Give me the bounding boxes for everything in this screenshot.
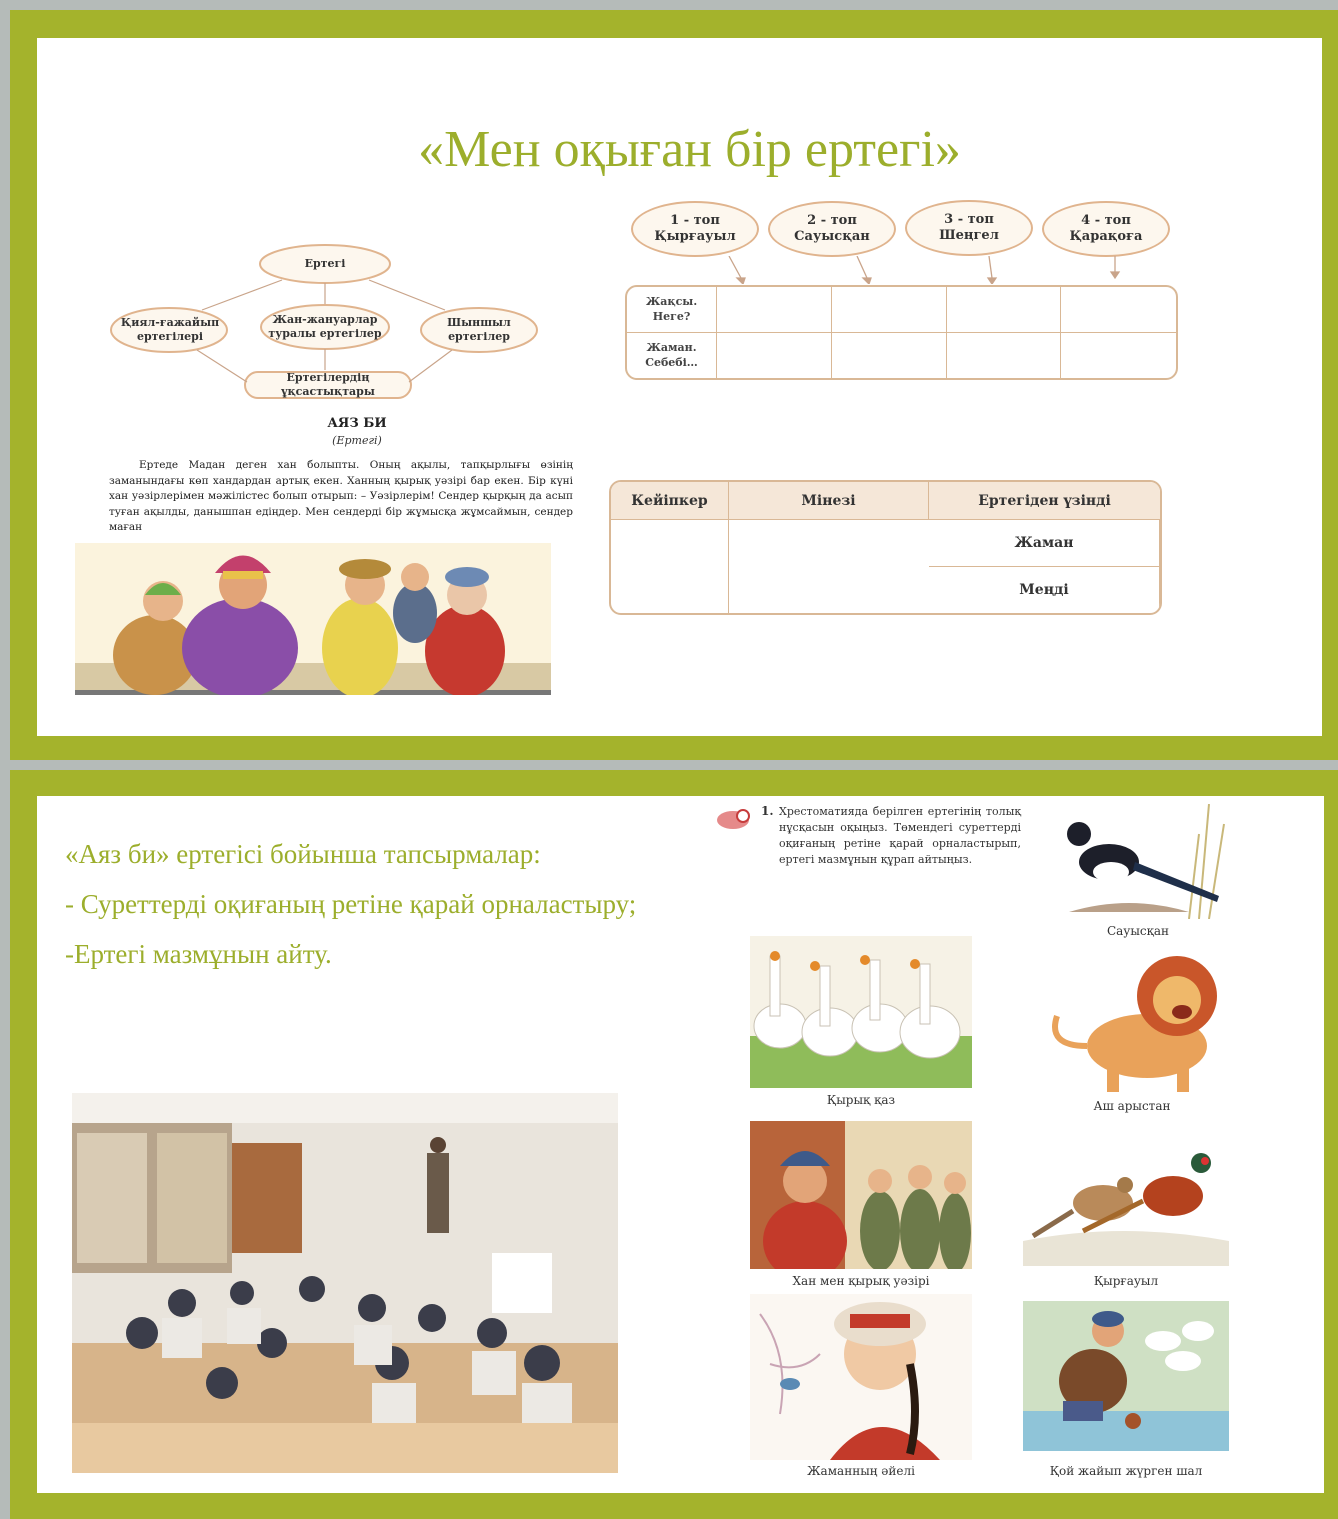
shepherd-picture <box>1023 1301 1229 1451</box>
classroom-photo <box>72 1093 618 1473</box>
table1-row1-label: Жақсы. Неге? <box>627 287 717 333</box>
khan-council-picture <box>750 1121 972 1269</box>
table2-excerpt-cell[interactable] <box>729 520 929 613</box>
table1-cell[interactable] <box>1061 333 1176 379</box>
task-heading: «Аяз би» ертегісі бойынша тапсырмалар: <box>65 839 541 869</box>
caption-wife: Жаманның әйелі <box>807 1464 915 1478</box>
wife-picture <box>750 1294 972 1460</box>
story-subtitle: (Ертегі) <box>332 434 382 447</box>
story-text: Ертеде Мадан деген хан болыпты. Оның ақылы, тапқырлығы өзінің заманындағы көп хандардан артық екен. Ханның қырық уәзірі бар екен. Бір күні хан уәзірлерімен мәжілістес болып отырып: – Уәзірлерім! Сендер қырқың да асып туған ақылды, данышпан едіңдер. Мен сендерді бір жұмысқа жұмсаймын, сендер маған <box>109 459 573 533</box>
group-3-oval <box>905 200 1033 256</box>
character-table <box>609 480 1162 615</box>
group-2-oval <box>768 201 896 257</box>
slide-2 <box>10 770 1338 1519</box>
group-3-number: 3 - топ <box>944 212 994 227</box>
exercise-text: Хрестоматияда берілген ертегінің толық нұсқасын оқыңыз. Төмендегі суреттерді оқиғаның ретіне қарай орналастырып, ертегі мазмұнын құрап айтыңыз. <box>779 805 1021 866</box>
map-root: Ертегі <box>304 257 346 270</box>
table1-cell[interactable] <box>717 333 832 379</box>
table2-trait-cell[interactable] <box>611 520 729 613</box>
table1-cell[interactable] <box>947 287 1062 333</box>
task-list <box>65 838 685 988</box>
pheasant-picture <box>1023 1141 1229 1266</box>
reading-icon <box>715 806 755 834</box>
task-2: -Ертегі мазмұнын айту. <box>65 939 332 969</box>
slide-1-content <box>37 38 1322 736</box>
khan-illustration <box>75 543 551 695</box>
table1-cell[interactable] <box>947 333 1062 379</box>
table1-cell[interactable] <box>832 287 947 333</box>
task-1: - Суреттерді оқиғаның ретіне қарай орналастыру; <box>65 889 637 919</box>
caption-pheasant: Қырғауыл <box>1093 1274 1159 1288</box>
map-right: Шыншыл ертегілер <box>447 316 511 343</box>
group-3-name: Шеңгел <box>939 228 999 243</box>
group-evaluation-table <box>625 285 1178 380</box>
geese-picture <box>750 936 972 1088</box>
group-1-oval <box>631 201 759 257</box>
map-bottom: Ертегілердің ұқсастықтары <box>281 371 375 398</box>
slide-1 <box>10 10 1338 760</box>
map-left: Қиял-ғажайып ертегілері <box>120 316 220 343</box>
lion-picture <box>1037 946 1227 1096</box>
group-1-name: Қырғауыл <box>654 229 736 244</box>
caption-khan: Хан мен қырық уәзірі <box>792 1274 930 1288</box>
table1-cell[interactable] <box>1061 287 1176 333</box>
magpie-picture <box>1049 804 1227 919</box>
map-middle: Жан-жануарлар туралы ертегілер <box>268 313 382 340</box>
table2-header-trait: Мінезі <box>729 482 929 520</box>
group-4-oval <box>1042 201 1170 257</box>
caption-geese: Қырық қаз <box>826 1093 896 1107</box>
group-4-number: 4 - топ <box>1081 213 1131 228</box>
table1-cell[interactable] <box>832 333 947 379</box>
slide-2-content <box>37 796 1324 1493</box>
story-title: АЯЗ БИ <box>327 416 387 431</box>
group-4-name: Қарақоға <box>1069 229 1143 244</box>
group-1-number: 1 - топ <box>670 213 720 228</box>
table2-header-character: Кейіпкер <box>611 482 729 520</box>
table1-row2-label: Жаман. Себебі… <box>627 333 717 379</box>
slide-title: «Мен оқыған бір ертегі» <box>418 121 961 178</box>
caption-magpie: Сауысқан <box>1106 924 1170 938</box>
exercise-number: 1. <box>761 804 774 818</box>
group-2-number: 2 - топ <box>807 213 857 228</box>
table2-header-excerpt: Ертегіден үзінді <box>929 482 1160 520</box>
caption-lion: Аш арыстан <box>1093 1099 1171 1113</box>
table1-cell[interactable] <box>717 287 832 333</box>
group-arrows <box>717 256 1137 284</box>
table2-row-mendi: Меңді <box>929 567 1160 614</box>
group-2-name: Сауысқан <box>794 229 870 244</box>
table2-row-jaman: Жаман <box>929 520 1160 567</box>
caption-shepherd: Қой жайып жүрген шал <box>1049 1464 1203 1478</box>
